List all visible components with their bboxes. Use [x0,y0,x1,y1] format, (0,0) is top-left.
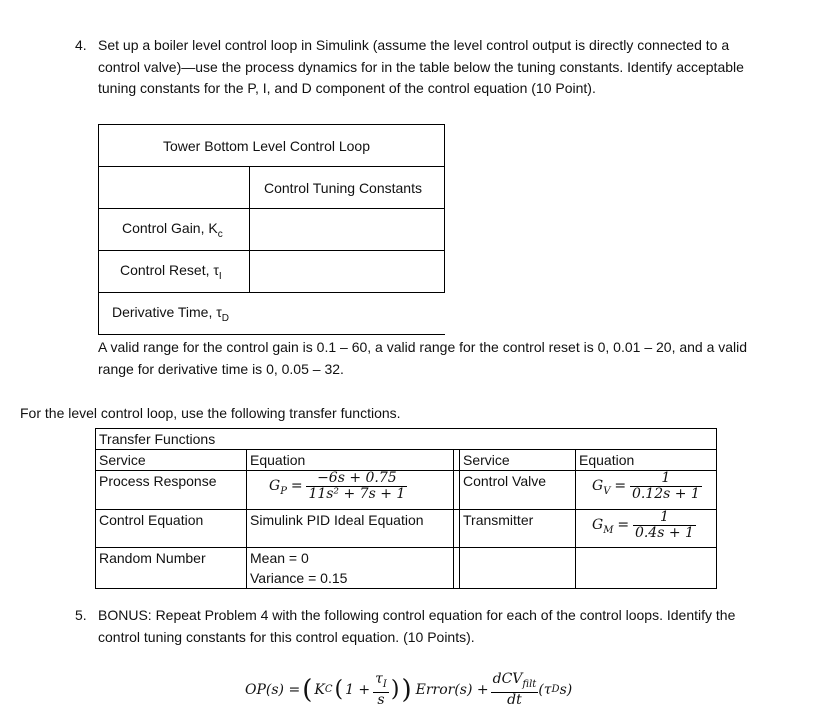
tuning-table-title-cell [99,125,445,167]
range-line-1: A valid range for the control gain is 0.1 – 60, a valid range for the control reset is 0, 0.01 – 20, and a valid [98,339,748,355]
q4-line-1: Set up a boiler level control loop in Simulink (assume the level control output is directly connected to a [98,37,730,53]
gp-equation: $G_P$ = $\frac{-6s + 0.75}{\text{11s² + 7s + 1}}$ [247,471,454,510]
gm-equation: $G_M$ = $\frac{1}{0.4s + 1}$ [576,510,717,548]
q4-number: 4. [75,37,87,53]
mean: Mean = 0 [250,550,309,566]
q4-line-2: control valve)—use the process dynamics for in the table below the tuning constants. Identify acceptable [98,58,744,75]
random-stats [247,548,454,589]
tuning-table-title: Tower Bottom Level Control Loop [163,137,370,154]
control-equation: Control Equation [96,510,247,548]
process-response: Process Response [96,471,247,510]
control-reset-label: Control Reset, $\tau_I$ [99,251,250,293]
gm-fraction: $\frac{1}{0.4s + 1}$ [634,509,694,541]
control-reset-value [250,251,445,293]
variance: Variance = 0.15 [250,570,348,586]
control-gain-value [250,209,445,251]
col-service: Service [96,450,247,471]
control-gain-label: Control Gain, $K_c$ [99,209,250,251]
q5-number: 5. [75,607,87,623]
col-equation: Equation [247,450,454,471]
q5-line-1: BONUS: Repeat Problem 4 with the following control equation for each of the control loops. Identify the [98,607,736,623]
q5-text [98,605,798,648]
col-equation-2: Equation [576,450,717,471]
range-text [98,337,747,380]
transfer-intro: For the level control loop, use the following transfer functions. [20,405,401,421]
transfer-functions-table [95,428,717,589]
tuning-table-header-cell [250,167,445,209]
tuning-table-header: Control Tuning Constants [264,179,422,196]
gp-fraction: $\frac{-6s + 0.75}{\text{11s² + 7s + 1}}$ [308,470,406,502]
q4-line-3: tuning constants for the P, I, and D component of the control equation (10 Point). [98,80,596,96]
transfer-table-title: Transfer Functions [96,429,717,450]
tuning-table-empty-cell [99,167,250,209]
derivative-fraction: $\frac{dCV_{filt}}{dt}$ [492,671,537,708]
tuning-table [98,124,445,335]
random-number: Random Number [96,548,247,589]
range-line-2: range for derivative time is 0, 0.05 – 32. [98,360,344,377]
col-service-2: Service [460,450,576,471]
ti-fraction: $\frac{\tau_I}{s}$ [375,671,387,708]
q5-line-2: control tuning constants for this control equation. (10 Points). [98,628,475,645]
control-formula: OP(s) = ( K C ( 1 + $\frac{\tau_I}{s}$ ) ) Error(s) + $\frac{dCV_{filt}}{dt}$ (τ D s) [245,671,573,708]
q4-text [98,35,798,100]
gv-equation: $G_V$ = $\frac{1}{0.12s + 1}$ [576,471,717,510]
control-valve: Control Valve [460,471,576,510]
derivative-time-label: Derivative Time, $\tau_D$ [99,293,445,335]
simulink-pid: Simulink PID Ideal Equation [247,510,454,548]
transmitter: Transmitter [460,510,576,548]
gv-fraction: $\frac{1}{0.12s + 1}$ [631,470,700,502]
